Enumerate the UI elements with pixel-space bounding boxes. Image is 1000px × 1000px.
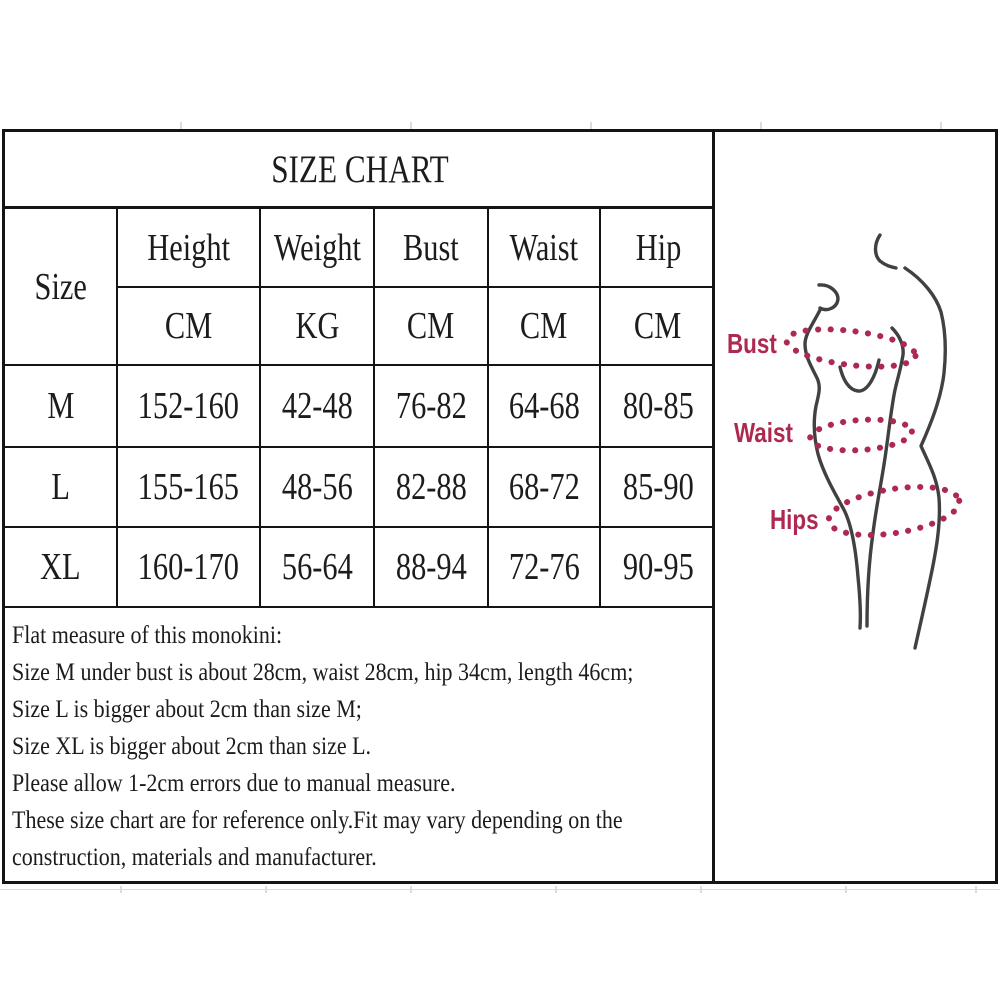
gridline-artifact <box>410 886 412 893</box>
waist-label: Waist <box>734 417 793 448</box>
gridline-artifact <box>940 122 942 129</box>
row-m-weight: 42-48 <box>261 366 375 448</box>
row-m-bust: 76-82 <box>375 366 489 448</box>
gridline-artifact <box>180 122 182 129</box>
row-m-waist: 64-68 <box>489 366 601 448</box>
row-m-size: M <box>5 366 118 448</box>
bust-label: Bust <box>727 328 777 359</box>
col-header-waist: Waist <box>489 209 601 288</box>
col-header-bust: Bust <box>375 209 489 288</box>
col-unit-hip: CM <box>601 288 715 366</box>
row-xl-weight: 56-64 <box>261 528 375 608</box>
row-xl-bust: 88-94 <box>375 528 489 608</box>
gridline-artifact <box>0 889 1000 890</box>
row-l-size: L <box>5 448 118 528</box>
gridline-artifact <box>760 122 762 129</box>
note-line-3: Size L is bigger about 2cm than size M; <box>12 696 362 723</box>
row-m-hip: 80-85 <box>601 366 715 448</box>
size-corner-cell: Size <box>5 209 118 366</box>
note-line-4: Size XL is bigger about 2cm than size L. <box>12 733 372 760</box>
note-line-2: Size M under bust is about 28cm, waist 28cm, hip 34cm, length 46cm; <box>12 659 634 686</box>
measurement-figure-panel <box>715 132 995 881</box>
gridline-artifact <box>845 886 847 893</box>
col-header-height: Height <box>118 209 261 288</box>
row-l-hip: 85-90 <box>601 448 715 528</box>
body-outline-strokes <box>805 235 945 648</box>
row-l-bust: 82-88 <box>375 448 489 528</box>
note-line-7: construction, materials and manufacturer. <box>12 844 377 871</box>
table-title-text: SIZE CHART <box>271 147 449 191</box>
note-line-5: Please allow 1-2cm errors due to manual measure. <box>12 770 456 797</box>
size-table <box>5 132 715 881</box>
row-xl-waist: 72-76 <box>489 528 601 608</box>
gridline-artifact <box>120 886 122 893</box>
gridline-artifact <box>590 122 592 129</box>
note-line-1: Flat measure of this monokini: <box>12 622 283 649</box>
col-header-hip: Hip <box>601 209 715 288</box>
table-title <box>5 132 715 209</box>
gridline-artifact <box>265 886 267 893</box>
size-chart-sheet <box>2 129 998 884</box>
col-unit-bust: CM <box>375 288 489 366</box>
note-line-6: These size chart are for reference only.Fit may vary depending on the <box>12 807 623 834</box>
row-l-weight: 48-56 <box>261 448 375 528</box>
col-unit-height: CM <box>118 288 261 366</box>
gridline-artifact <box>700 886 702 893</box>
body-outline-illustration <box>715 132 992 881</box>
col-unit-waist: CM <box>489 288 601 366</box>
row-l-height: 155-165 <box>118 448 261 528</box>
col-unit-weight: KG <box>261 288 375 366</box>
notes-block <box>5 608 715 881</box>
waist-dotted-ellipse <box>809 416 913 453</box>
col-header-weight: Weight <box>261 209 375 288</box>
row-m-height: 152-160 <box>118 366 261 448</box>
gridline-artifact <box>410 122 412 129</box>
row-xl-height: 160-170 <box>118 528 261 608</box>
gridline-artifact <box>555 886 557 893</box>
row-xl-size: XL <box>5 528 118 608</box>
row-l-waist: 68-72 <box>489 448 601 528</box>
gridline-artifact <box>975 886 977 893</box>
hips-label: Hips <box>770 504 819 535</box>
row-xl-hip: 90-95 <box>601 528 715 608</box>
